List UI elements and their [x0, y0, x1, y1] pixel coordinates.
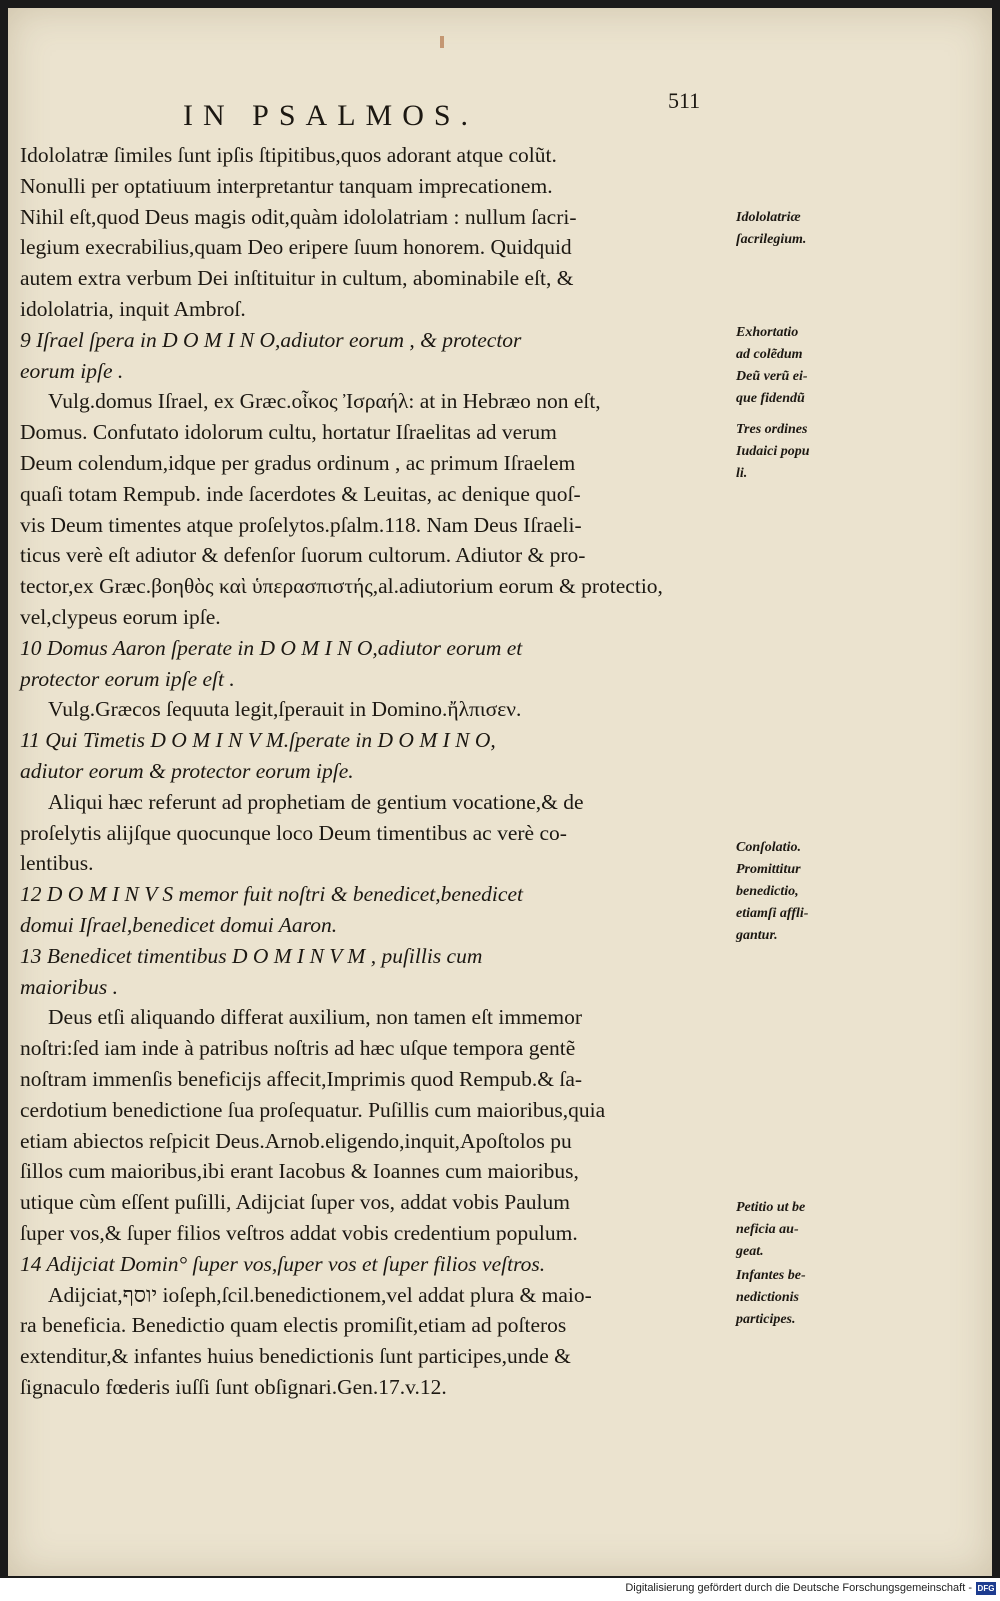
text-line: 10 Domus Aaron ſperate in D O M I N O,adiutor eorum et: [20, 635, 523, 660]
margin-note-line: Petitio ut be: [736, 1200, 806, 1215]
margin-note-line: Infantes be-: [736, 1268, 806, 1283]
text-line: ſuper vos,& ſuper filios veſtros addat vobis credentium populum.: [20, 1221, 578, 1245]
text-line: Domus. Confutato idolorum cultu, hortatur Iſraelitas ad verum: [20, 420, 557, 445]
text-line: utique cùm eſſent puſilli, Adijciat ſuper vos, addat vobis Paulum: [20, 1190, 570, 1215]
margin-note-line: Exhortatio: [736, 325, 799, 340]
text-line: Aliqui hæc referunt ad prophetiam de gentium vocatione,& de: [48, 789, 584, 814]
margin-note-line: nedictionis: [736, 1290, 800, 1305]
text-line: lentibus.: [20, 851, 94, 876]
text-line: cerdotium benedictione ſua proſequatur. Puſillis cum maioribus,quia: [20, 1097, 606, 1122]
text-line: proſelytis alijſque quocunque loco Deum timentibus ac verè co-: [20, 820, 567, 845]
margin-note-line: que fidendũ: [736, 391, 805, 406]
margin-note-line: etiamſi affli-: [736, 906, 809, 921]
margin-note-line: Deũ verũ ei-: [736, 369, 808, 384]
text-line: noſtri:ſed iam inde à patribus noſtris ad hæc uſque tempora gentẽ: [20, 1036, 576, 1061]
text-line: Vulg.Græcos ſequuta legit,ſperauit in Domino.ἤλπισεν.: [48, 697, 522, 722]
text-line: legium execrabilius,quam Deo eripere ſuum honorem. Quidquid: [20, 235, 572, 260]
book-page: [8, 8, 992, 1576]
text-line: vis Deum timentes atque proſelytos.pſalm.118. Nam Deus Iſraeli-: [20, 512, 582, 537]
text-line: vel,clypeus eorum ipſe.: [20, 605, 221, 629]
text-line: Nonulli per optatiuum interpretantur tanquam imprecationem.: [20, 173, 553, 198]
text-line: ſillos cum maioribus,ibi erant Iacobus & Ioannes cum maioribus,: [20, 1159, 579, 1184]
text-line: protector eorum ipſe eſt .: [20, 666, 235, 691]
margin-note-line: li.: [736, 466, 748, 481]
text-line: 9 Iſrael ſpera in D O M I N O,adiutor eorum , & protector: [20, 327, 522, 352]
text-line: domui Iſrael,benedicet domui Aaron.: [20, 913, 338, 937]
margin-note-line: Promittitur: [736, 862, 801, 877]
text-line: ſignaculo fœderis iuſſi ſunt obſignari.Gen.17.v.12.: [20, 1375, 447, 1399]
ink-mark: [440, 36, 444, 48]
text-line: tector,ex Græc.βοηθὸς καὶ ὑπερασπιστής,al.adiutorium eorum & protectio,: [20, 574, 663, 599]
margin-note-line: benedictio,: [736, 884, 799, 899]
margin-note-line: ſacrilegium.: [736, 232, 807, 247]
text-line: eorum ipſe .: [20, 358, 124, 383]
footer-bar: [0, 1578, 1000, 1601]
margin-note-line: ad colẽdum: [736, 347, 803, 362]
dfg-logo: DFG: [977, 1584, 995, 1593]
text-line: idololatria, inquit Ambroſ.: [20, 297, 246, 321]
text-line: Adijciat,יוסף ioſeph,ſcil.benedictionem,vel addat plura & maio-: [48, 1282, 592, 1307]
footer-credit: Digitalisierung gefördert durch die Deutsche Forschungsgemeinschaft -: [625, 1582, 972, 1594]
text-line: adiutor eorum & protector eorum ipſe.: [20, 759, 354, 783]
page-number: 511: [668, 88, 701, 113]
text-line: ticus verè eſt adiutor & defenſor ſuorum cultorum. Adiutor & pro-: [20, 543, 586, 568]
text-line: quaſi totam Rempub. inde ſacerdotes & Leuitas, ac denique quoſ-: [20, 481, 581, 506]
text-line: Nihil eſt,quod Deus magis odit,quàm idololatriam : nullum ſacri-: [20, 204, 577, 229]
margin-note-line: neficia au-: [736, 1222, 799, 1237]
running-head: IN PSALMOS.: [183, 99, 479, 132]
margin-note-line: geat.: [736, 1244, 764, 1259]
text-line: Vulg.domus Iſrael, ex Græc.οἶκος Ἰσραήλ: at in Hebræo non eſt,: [48, 389, 601, 414]
text-line: ra beneficia. Benedictio quam electis promiſit,etiam ad poſteros: [20, 1313, 567, 1338]
text-line: Deus etſi aliquando differat auxilium, non tamen eſt immemor: [48, 1005, 582, 1030]
text-line: Idololatræ ſimiles ſunt ipſis ſtipitibus,quos adorant atque colũt.: [20, 143, 557, 167]
margin-note-line: Idololatriæ: [736, 210, 801, 225]
margin-note-line: Conſolatio.: [736, 840, 801, 855]
margin-note-line: participes.: [736, 1312, 796, 1327]
text-line: etiam abiectos reſpicit Deus.Arnob.eligendo,inquit,Apoſtolos pu: [20, 1128, 572, 1153]
text-line: 13 Benedicet timentibus D O M I N V M , puſillis cum: [20, 943, 483, 968]
text-line: Deum colendum,idque per gradus ordinum , ac primum Iſraelem: [20, 451, 576, 475]
text-line: 11 Qui Timetis D O M I N V M.ſperate in D O M I N O,: [20, 728, 496, 753]
text-line: 14 Adijciat Domin° ſuper vos,ſuper vos et ſuper filios veſtros.: [20, 1251, 546, 1276]
text-line: noſtram immenſis beneficijs affecit,Imprimis quod Rempub.& ſa-: [20, 1067, 583, 1091]
text-line: 12 D O M I N V S memor fuit noſtri & benedicet,benedicet: [20, 882, 523, 907]
text-line: extenditur,& infantes huius benedictionis ſunt participes,unde &: [20, 1344, 571, 1369]
text-line: autem extra verbum Dei inſtituitur in cultum, abominabile eſt, &: [20, 266, 574, 291]
margin-note-line: Tres ordines: [736, 422, 808, 437]
margin-note-line: gantur.: [736, 928, 778, 943]
text-line: maioribus .: [20, 974, 118, 999]
margin-note-line: Iudaici popu: [736, 444, 810, 459]
